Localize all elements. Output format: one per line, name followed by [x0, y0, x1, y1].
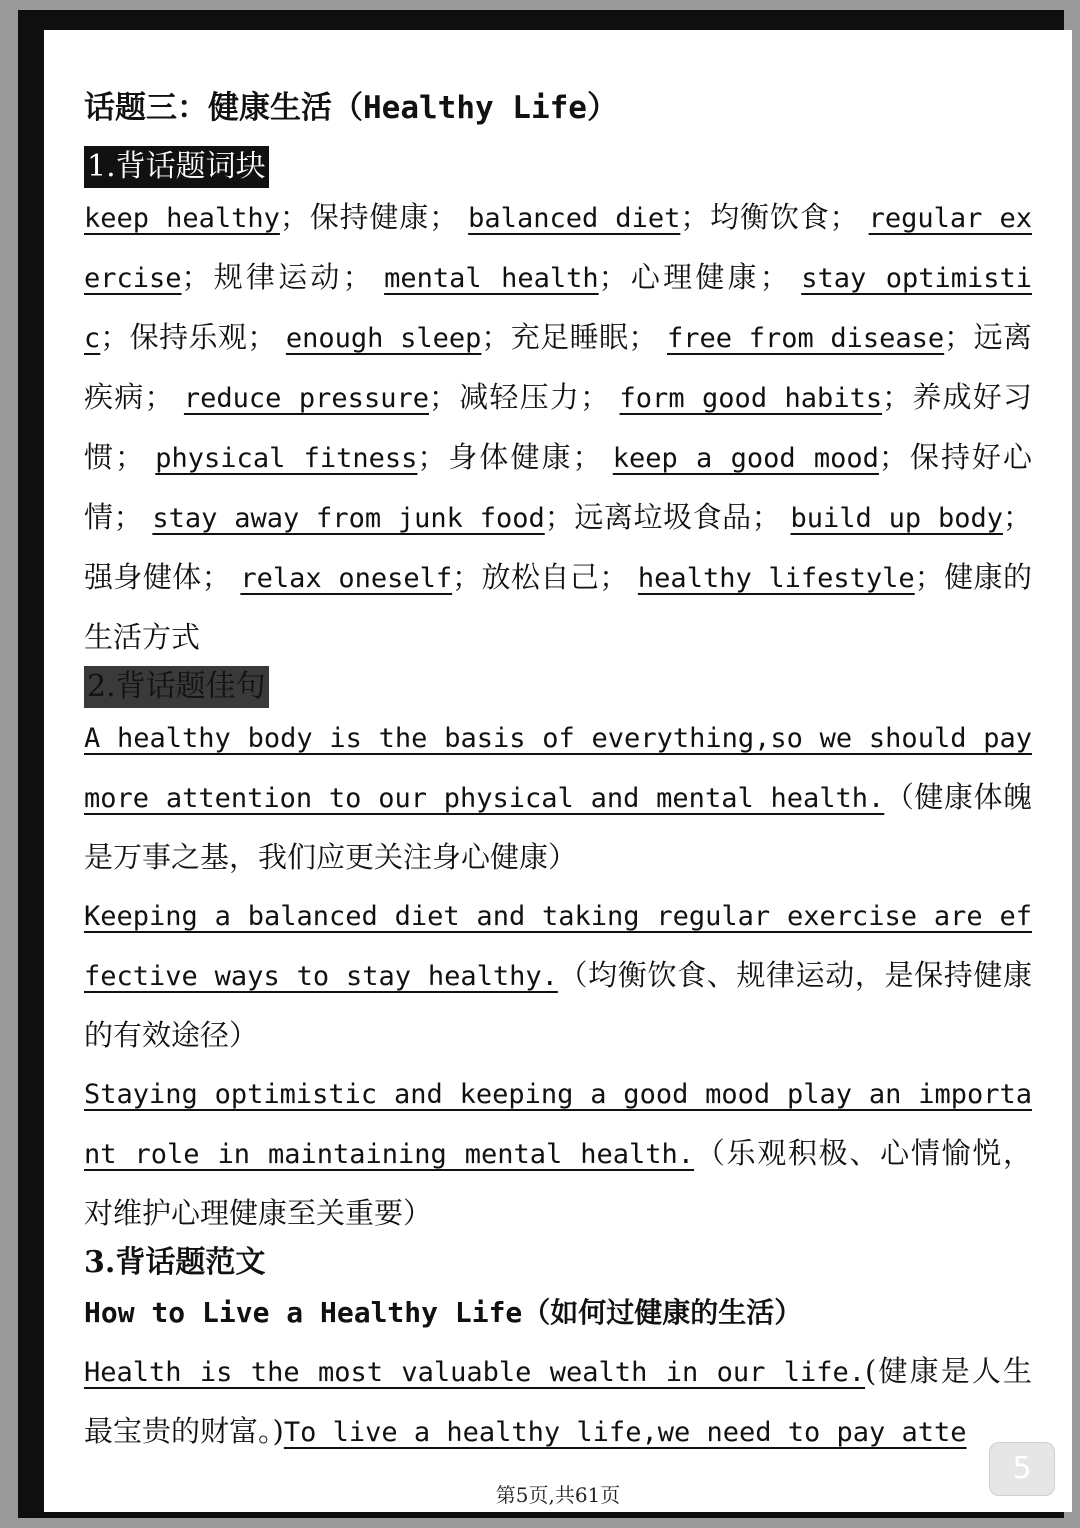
phrase-item: keep a good mood；保持好心情； [84, 440, 1032, 534]
phrase-item: free from disease；远离疾病； [84, 320, 1032, 414]
page-footer: 第5页,共61页 [495, 1483, 621, 1507]
sentence-item: A healthy body is the basis of everything,so we should pay more attention to our physical and mental health.（健康体魄是万事之基，我们应更关注身心健康） [84, 723, 1032, 874]
section-heading-essay: 3.背话题范文 [84, 1245, 266, 1280]
phrase-item: stay away from junk food；远离垃圾食品； [152, 500, 781, 534]
title-cn: 话题三：健康生活（ [84, 90, 363, 126]
sentence-item: Keeping a balanced diet and taking regular exercise are effective ways to stay healthy.（均衡饮食、规律运动，是保持健康的有效途径） [84, 901, 1032, 1052]
page-title [84, 88, 1032, 128]
document-page [44, 30, 1072, 1512]
title-close: ） [586, 90, 618, 126]
phrase-item: regular exercise；规律运动； [84, 203, 1033, 294]
phrase-item: relax oneself；放松自己； [240, 560, 629, 594]
phrase-item: stay optimistic；保持乐观； [84, 263, 1033, 354]
title-en: Healthy Life [363, 90, 587, 126]
phrase-item: balanced diet；均衡饮食； [468, 200, 859, 234]
phrase-item: enough sleep；充足睡眠； [285, 320, 658, 354]
essay-body: Health is the most valuable wealth in our life.(健康是人生最宝贵的财富。)To live a healthy life,we need to pay atte [84, 1354, 1032, 1448]
page-frame [18, 10, 1064, 1518]
phrase-item: build up body；强身健体； [84, 500, 1032, 594]
page-number-badge[interactable]: 5 [989, 1442, 1055, 1496]
essay-title: How to Live a Healthy Life（如何过健康的生活） [84, 1296, 803, 1329]
phrase-item: physical fitness；身体健康； [155, 440, 602, 474]
phrase-item: healthy lifestyle；健康的生活方式 [84, 560, 1032, 654]
document-content [84, 88, 1032, 1462]
sentence-item: Staying optimistic and keeping a good mood play an important role in maintaining mental health.（乐观积极、心情愉悦，对维护心理健康至关重要） [84, 1079, 1032, 1230]
phrase-item: reduce pressure；减轻压力； [183, 380, 610, 414]
phrase-item: form good habits；养成好习惯； [84, 380, 1032, 474]
phrase-item: keep healthy；保持健康； [84, 200, 459, 234]
section-heading-sentences: 2.背话题佳句 [84, 666, 269, 708]
section-heading-phrases: 1.背话题词块 [84, 146, 269, 188]
phrase-item: mental health；心理健康； [384, 260, 789, 294]
phrase-list [84, 188, 1032, 666]
